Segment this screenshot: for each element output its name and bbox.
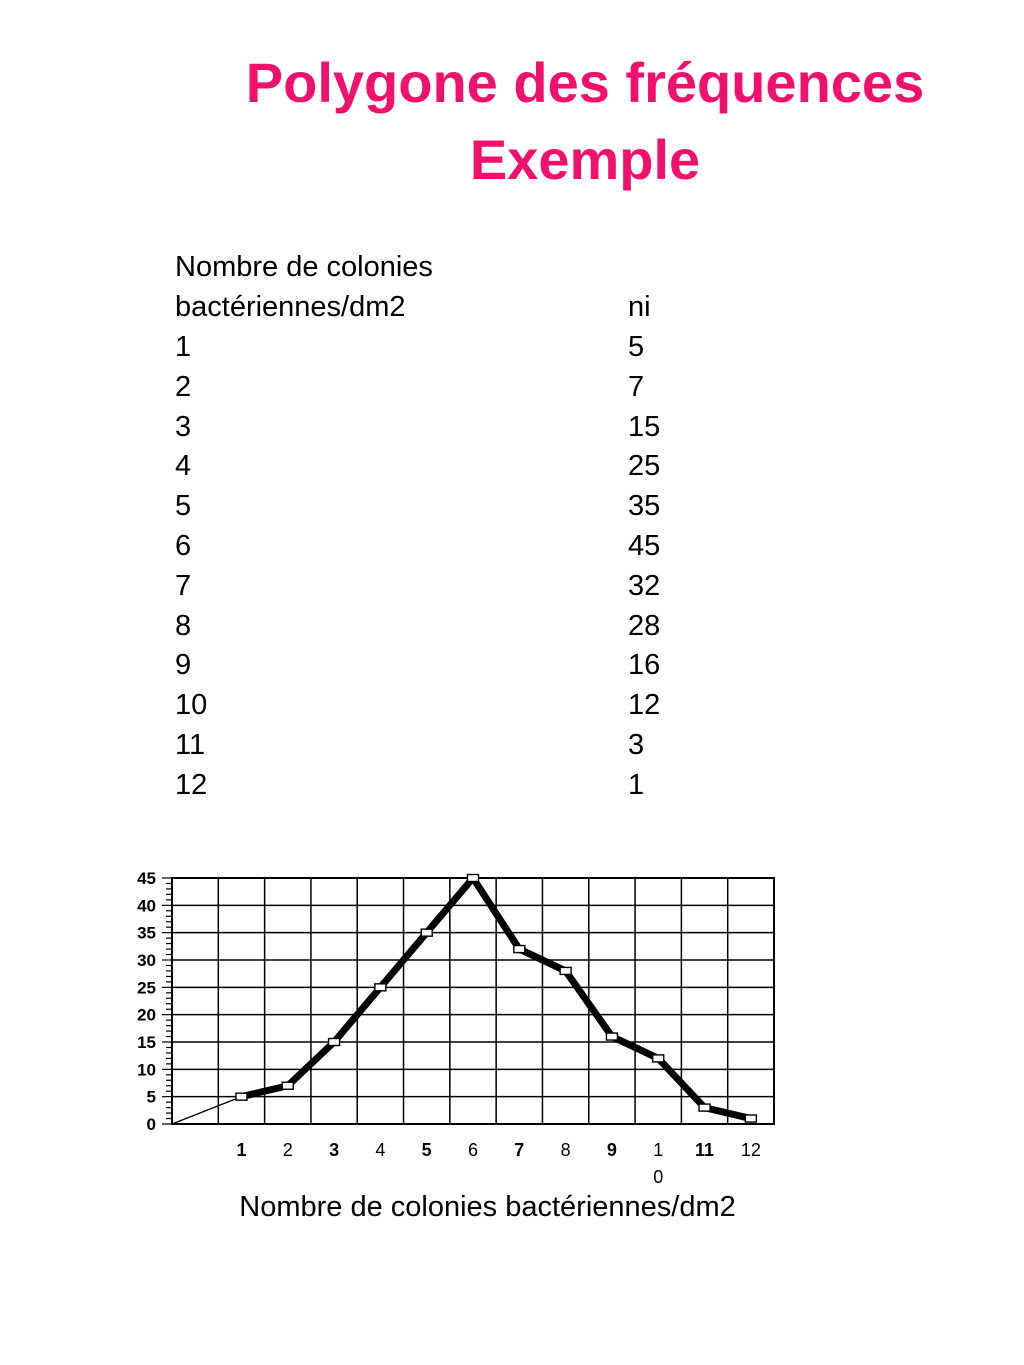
table-header-x-line2: bactériennes/dm2	[175, 291, 406, 323]
x-tick-label: 8	[560, 1140, 571, 1160]
x-tick-label: 4	[375, 1140, 386, 1160]
y-tick-label: 10	[137, 1060, 156, 1080]
data-point	[468, 875, 479, 882]
table-cell-n: 15	[628, 411, 661, 443]
table-cell-x: 11	[175, 729, 206, 761]
table-header-ni: ni	[628, 291, 651, 323]
x-tick-label: 11	[695, 1140, 715, 1160]
table-cell-n: 45	[628, 530, 661, 562]
table-cell-n: 28	[628, 610, 661, 642]
y-tick-label: 0	[146, 1115, 156, 1134]
x-tick-label: 5	[421, 1140, 432, 1160]
data-point	[653, 1055, 664, 1062]
table-cell-n: 7	[628, 371, 645, 403]
table-cell-x: 5	[175, 490, 192, 522]
x-tick-label: 9	[606, 1140, 617, 1160]
y-tick-label: 30	[137, 951, 156, 970]
origin-connector-line	[172, 1097, 241, 1124]
x-tick-label-line2: 0	[653, 1167, 664, 1187]
chart-subtitle: Exemple	[469, 128, 701, 191]
y-tick-label: 40	[137, 896, 156, 916]
chart-title: Polygone des fréquences	[245, 51, 925, 114]
table-cell-x: 9	[175, 649, 192, 681]
x-tick-label: 1	[653, 1140, 664, 1160]
y-tick-label: 35	[137, 923, 156, 943]
data-point	[606, 1033, 617, 1040]
table-cell-x: 4	[175, 450, 192, 482]
x-tick-label: 1	[236, 1140, 247, 1160]
x-axis-label: Nombre de colonies bactériennes/dm2	[239, 1191, 736, 1223]
y-tick-label: 20	[137, 1005, 156, 1025]
table-cell-n: 25	[628, 450, 661, 482]
table-cell-x: 7	[175, 570, 192, 602]
table-cell-n: 35	[628, 490, 661, 522]
y-tick-label: 5	[146, 1087, 156, 1107]
table-cell-x: 6	[175, 530, 192, 562]
x-tick-label: 2	[282, 1140, 293, 1160]
x-tick-label: 3	[329, 1140, 340, 1160]
table-cell-n: 5	[628, 331, 645, 363]
table-cell-n: 12	[628, 689, 661, 721]
data-point	[375, 984, 386, 991]
data-point	[745, 1115, 756, 1122]
data-point	[560, 967, 571, 974]
table-cell-n: 32	[628, 570, 661, 602]
data-point	[282, 1082, 293, 1089]
table-cell-n: 3	[628, 729, 645, 761]
x-tick-label: 6	[467, 1140, 479, 1160]
y-tick-label: 15	[137, 1033, 156, 1052]
data-point	[236, 1093, 247, 1100]
y-tick-label: 25	[137, 978, 156, 998]
table-cell-x: 8	[175, 610, 192, 642]
table-cell-x: 12	[175, 769, 208, 801]
table-cell-x: 10	[175, 689, 208, 721]
y-tick-label: 45	[137, 869, 156, 888]
x-tick-label: 7	[514, 1140, 525, 1160]
data-point	[329, 1039, 340, 1046]
table-cell-n: 16	[628, 649, 661, 681]
table-cell-x: 2	[175, 371, 192, 403]
table-header-x-line1: Nombre de colonies	[175, 251, 433, 283]
data-point	[699, 1104, 710, 1111]
x-tick-label: 12	[740, 1140, 761, 1160]
data-point	[514, 946, 525, 953]
table-cell-x: 1	[175, 331, 192, 363]
data-point	[421, 929, 432, 936]
table-cell-x: 3	[175, 411, 192, 443]
table-cell-n: 1	[628, 769, 645, 801]
